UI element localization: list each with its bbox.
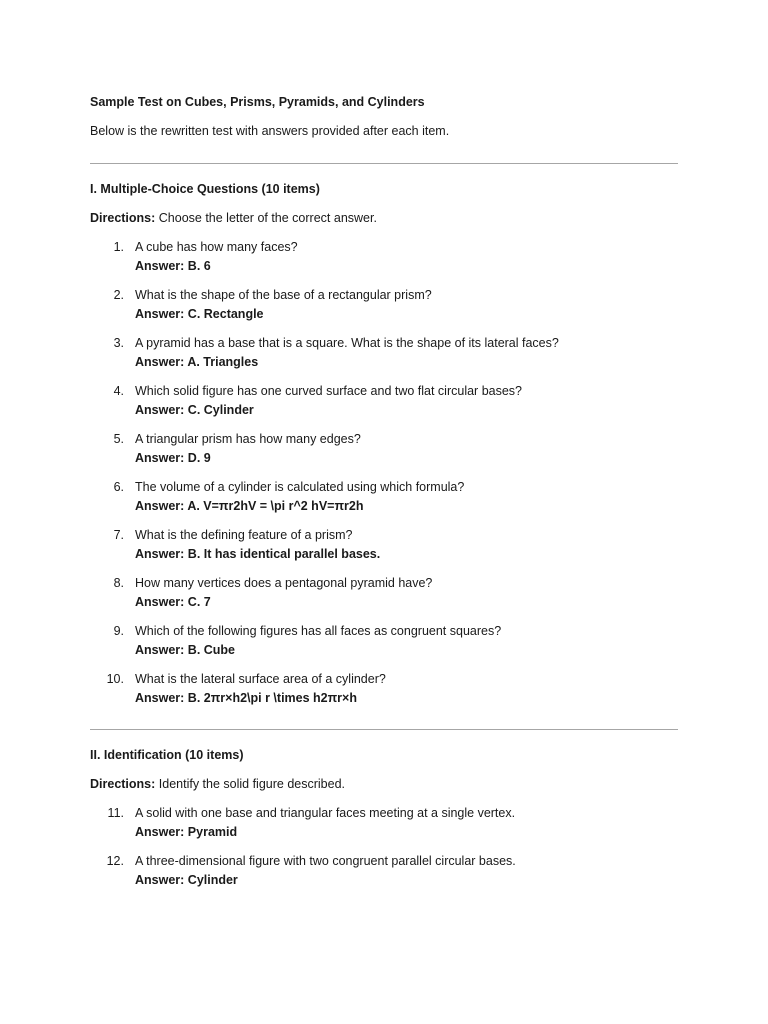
question-text: A three-dimensional figure with two congruent parallel circular bases.	[135, 854, 516, 868]
question-text: A triangular prism has how many edges?	[135, 432, 361, 446]
question-number: 4.	[113, 384, 124, 398]
question-text: What is the lateral surface area of a cylinder?	[135, 672, 386, 686]
section1-directions	[90, 209, 377, 227]
question-number: 7.	[113, 528, 124, 542]
section1-heading: I. Multiple-Choice Questions (10 items)	[90, 182, 320, 196]
question-item	[90, 478, 678, 526]
question-item	[90, 622, 678, 670]
directions-label: Directions:	[90, 211, 156, 225]
question-number: 1.	[113, 240, 124, 254]
directions-text: Identify the solid figure described.	[155, 777, 345, 791]
answer-text: Answer: A. V=πr2hV = \pi r^2 hV=πr2h	[135, 499, 364, 513]
question-text: A solid with one base and triangular faces meeting at a single vertex.	[135, 806, 516, 820]
question-text: A pyramid has a base that is a square. What is the shape of its lateral faces?	[135, 336, 559, 350]
answer-text: Answer: B. It has identical parallel bases.	[135, 547, 381, 561]
answer-text: Answer: C. Rectangle	[135, 307, 264, 321]
section-divider	[90, 163, 678, 164]
question-text: Which of the following figures has all faces as congruent squares?	[135, 624, 502, 638]
question-item	[90, 670, 678, 718]
section2-question-list	[90, 804, 678, 900]
question-item	[90, 574, 678, 622]
document-title: Sample Test on Cubes, Prisms, Pyramids, and Cylinders	[90, 95, 425, 109]
question-item	[90, 852, 678, 900]
section1-question-list	[90, 238, 678, 718]
section2-heading: II. Identification (10 items)	[90, 748, 244, 762]
answer-text: Answer: C. 7	[135, 595, 211, 609]
question-text: A cube has how many faces?	[135, 240, 298, 254]
section-divider	[90, 729, 678, 730]
question-item	[90, 804, 678, 852]
question-number: 10.	[106, 672, 124, 686]
section2-directions	[90, 775, 345, 793]
answer-text: Answer: Cylinder	[135, 873, 238, 887]
question-item	[90, 286, 678, 334]
answer-text: Answer: B. 6	[135, 259, 211, 273]
question-number: 12.	[106, 854, 124, 868]
question-number: 6.	[113, 480, 124, 494]
question-item	[90, 382, 678, 430]
intro-text: Below is the rewritten test with answers provided after each item.	[90, 124, 450, 138]
answer-text: Answer: B. 2πr×h2\pi r \times h2πr×h	[135, 691, 357, 705]
answer-text: Answer: A. Triangles	[135, 355, 259, 369]
question-text: How many vertices does a pentagonal pyramid have?	[135, 576, 433, 590]
question-text: What is the shape of the base of a rectangular prism?	[135, 288, 432, 302]
directions-text: Choose the letter of the correct answer.	[155, 211, 377, 225]
question-item	[90, 334, 678, 382]
question-item	[90, 526, 678, 574]
answer-text: Answer: C. Cylinder	[135, 403, 254, 417]
question-item	[90, 430, 678, 478]
question-number: 3.	[113, 336, 124, 350]
question-number: 11.	[107, 806, 124, 820]
answer-text: Answer: D. 9	[135, 451, 211, 465]
question-number: 9.	[113, 624, 124, 638]
directions-label: Directions:	[90, 777, 156, 791]
question-text: The volume of a cylinder is calculated using which formula?	[135, 480, 465, 494]
answer-text: Answer: Pyramid	[135, 825, 238, 839]
question-number: 5.	[113, 432, 124, 446]
question-number: 2.	[113, 288, 124, 302]
question-number: 8.	[113, 576, 124, 590]
question-text: Which solid figure has one curved surface and two flat circular bases?	[135, 384, 522, 398]
question-text: What is the defining feature of a prism?	[135, 528, 353, 542]
answer-text: Answer: B. Cube	[135, 643, 236, 657]
question-item	[90, 238, 678, 286]
